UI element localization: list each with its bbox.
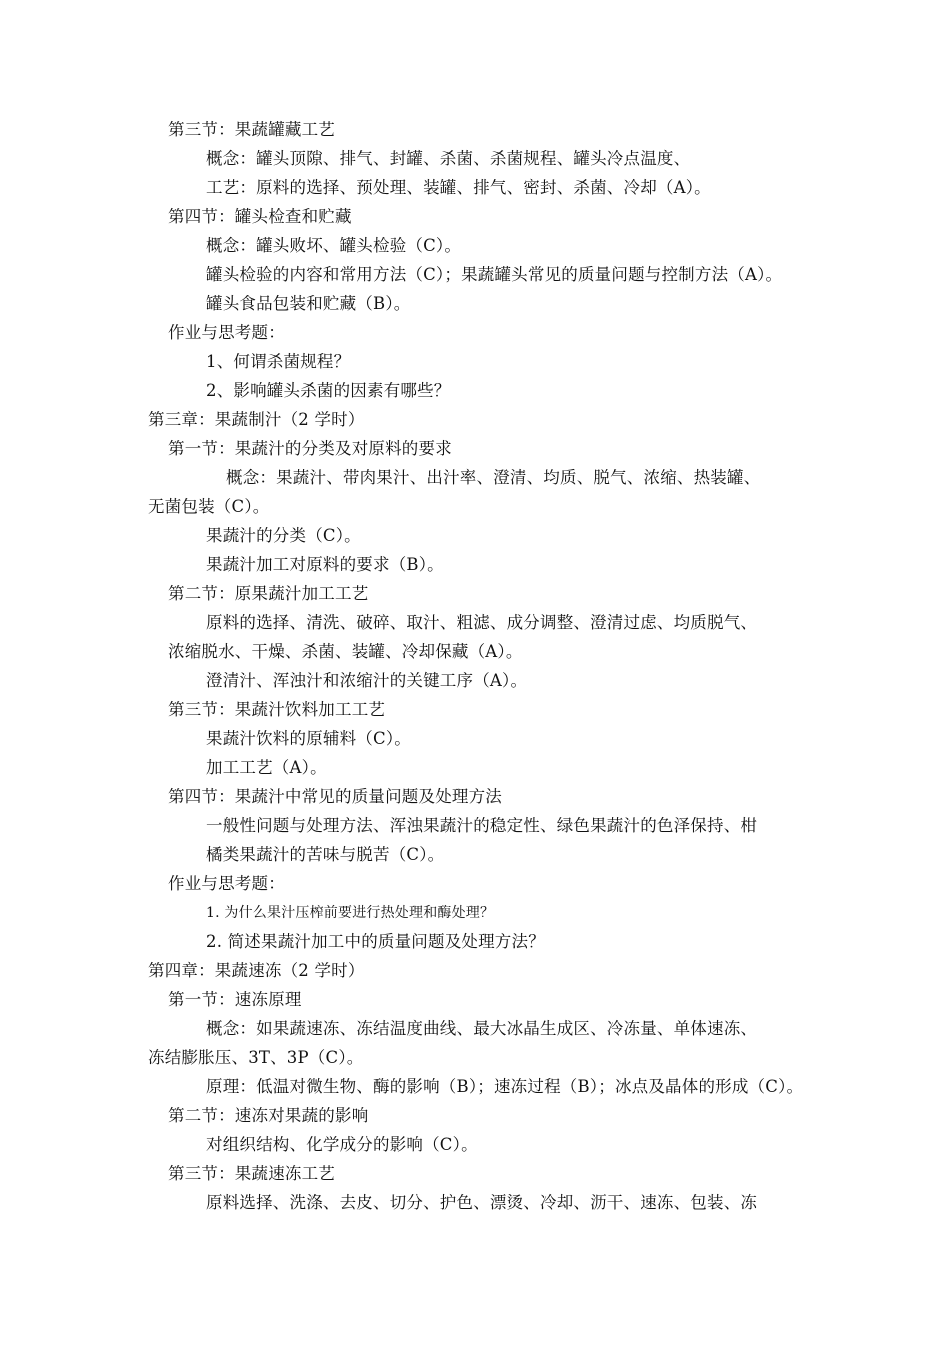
section-heading: 第四节：罐头检查和贮藏 <box>168 207 352 226</box>
text-line: 罐头食品包装和贮藏（B）。 <box>206 294 411 313</box>
text-line: 概念：果蔬汁、带肉果汁、出汁率、澄清、均质、脱气、浓缩、热装罐、 <box>226 468 761 487</box>
text-line: 原理：低温对微生物、酶的影响（B）；速冻过程（B）；冰点及晶体的形成（C）。 <box>206 1077 804 1096</box>
text-line: 原料的选择、清洗、破碎、取汁、粗滤、成分调整、澄清过虑、均质脱气、 <box>206 613 758 632</box>
text-line: 橘类果蔬汁的苦味与脱苦（C）。 <box>206 845 445 864</box>
text-line: 概念：罐头败坏、罐头检验（C）。 <box>206 236 462 255</box>
text-line: 浓缩脱水、干燥、杀菌、装罐、冷却保藏（A）。 <box>168 642 523 661</box>
section-heading: 第三节：果蔬速冻工艺 <box>168 1164 335 1183</box>
section-heading: 第一节：速冻原理 <box>168 990 302 1009</box>
homework-heading: 作业与思考题： <box>168 323 285 342</box>
text-line: 对组织结构、化学成分的影响（C）。 <box>206 1135 478 1154</box>
text-line: 概念：如果蔬速冻、冻结温度曲线、最大冰晶生成区、冷冻量、单体速冻、 <box>206 1019 758 1038</box>
text-line: 果蔬汁的分类（C）。 <box>206 526 361 545</box>
section-heading: 第三节：果蔬汁饮料加工工艺 <box>168 700 386 719</box>
question-item: 2. 简述果蔬汁加工中的质量问题及处理方法？ <box>206 932 545 951</box>
text-line: 罐头检验的内容和常用方法（C）；果蔬罐头常见的质量问题与控制方法（A）。 <box>206 265 783 284</box>
text-line: 果蔬汁饮料的原辅料（C）。 <box>206 729 411 748</box>
question-item: 1. 为什么果汁压榨前要进行热处理和酶处理？ <box>206 905 495 921</box>
homework-heading: 作业与思考题： <box>168 874 285 893</box>
section-heading: 第三节：果蔬罐藏工艺 <box>168 120 335 139</box>
section-heading: 第二节：速冻对果蔬的影响 <box>168 1106 369 1125</box>
text-line: 无菌包装（C）。 <box>148 497 270 516</box>
text-line: 加工工艺（A）。 <box>206 758 327 777</box>
question-item: 1、何谓杀菌规程？ <box>206 352 351 371</box>
text-line: 一般性问题与处理方法、浑浊果蔬汁的稳定性、绿色果蔬汁的色泽保持、柑 <box>206 816 758 835</box>
text-line: 果蔬汁加工对原料的要求（B）。 <box>206 555 444 574</box>
chapter-heading: 第三章：果蔬制汁（2 学时） <box>148 410 365 429</box>
text-line: 概念：罐头顶隙、排气、封罐、杀菌、杀菌规程、罐头冷点温度、 <box>206 149 691 168</box>
section-heading: 第一节：果蔬汁的分类及对原料的要求 <box>168 439 452 458</box>
text-line: 工艺：原料的选择、预处理、装罐、排气、密封、杀菌、冷却（A）。 <box>206 178 711 197</box>
chapter-heading: 第四章：果蔬速冻（2 学时） <box>148 961 365 980</box>
text-line: 原料选择、洗涤、去皮、切分、护色、漂烫、冷却、沥干、速冻、包装、冻 <box>206 1193 758 1212</box>
section-heading: 第四节：果蔬汁中常见的质量问题及处理方法 <box>168 787 502 806</box>
text-line: 冻结膨胀压、3T、3P（C）。 <box>148 1048 364 1067</box>
text-line: 澄清汁、浑浊汁和浓缩汁的关键工序（A）。 <box>206 671 528 690</box>
question-item: 2、影响罐头杀菌的因素有哪些？ <box>206 381 451 400</box>
section-heading: 第二节：原果蔬汁加工工艺 <box>168 584 369 603</box>
